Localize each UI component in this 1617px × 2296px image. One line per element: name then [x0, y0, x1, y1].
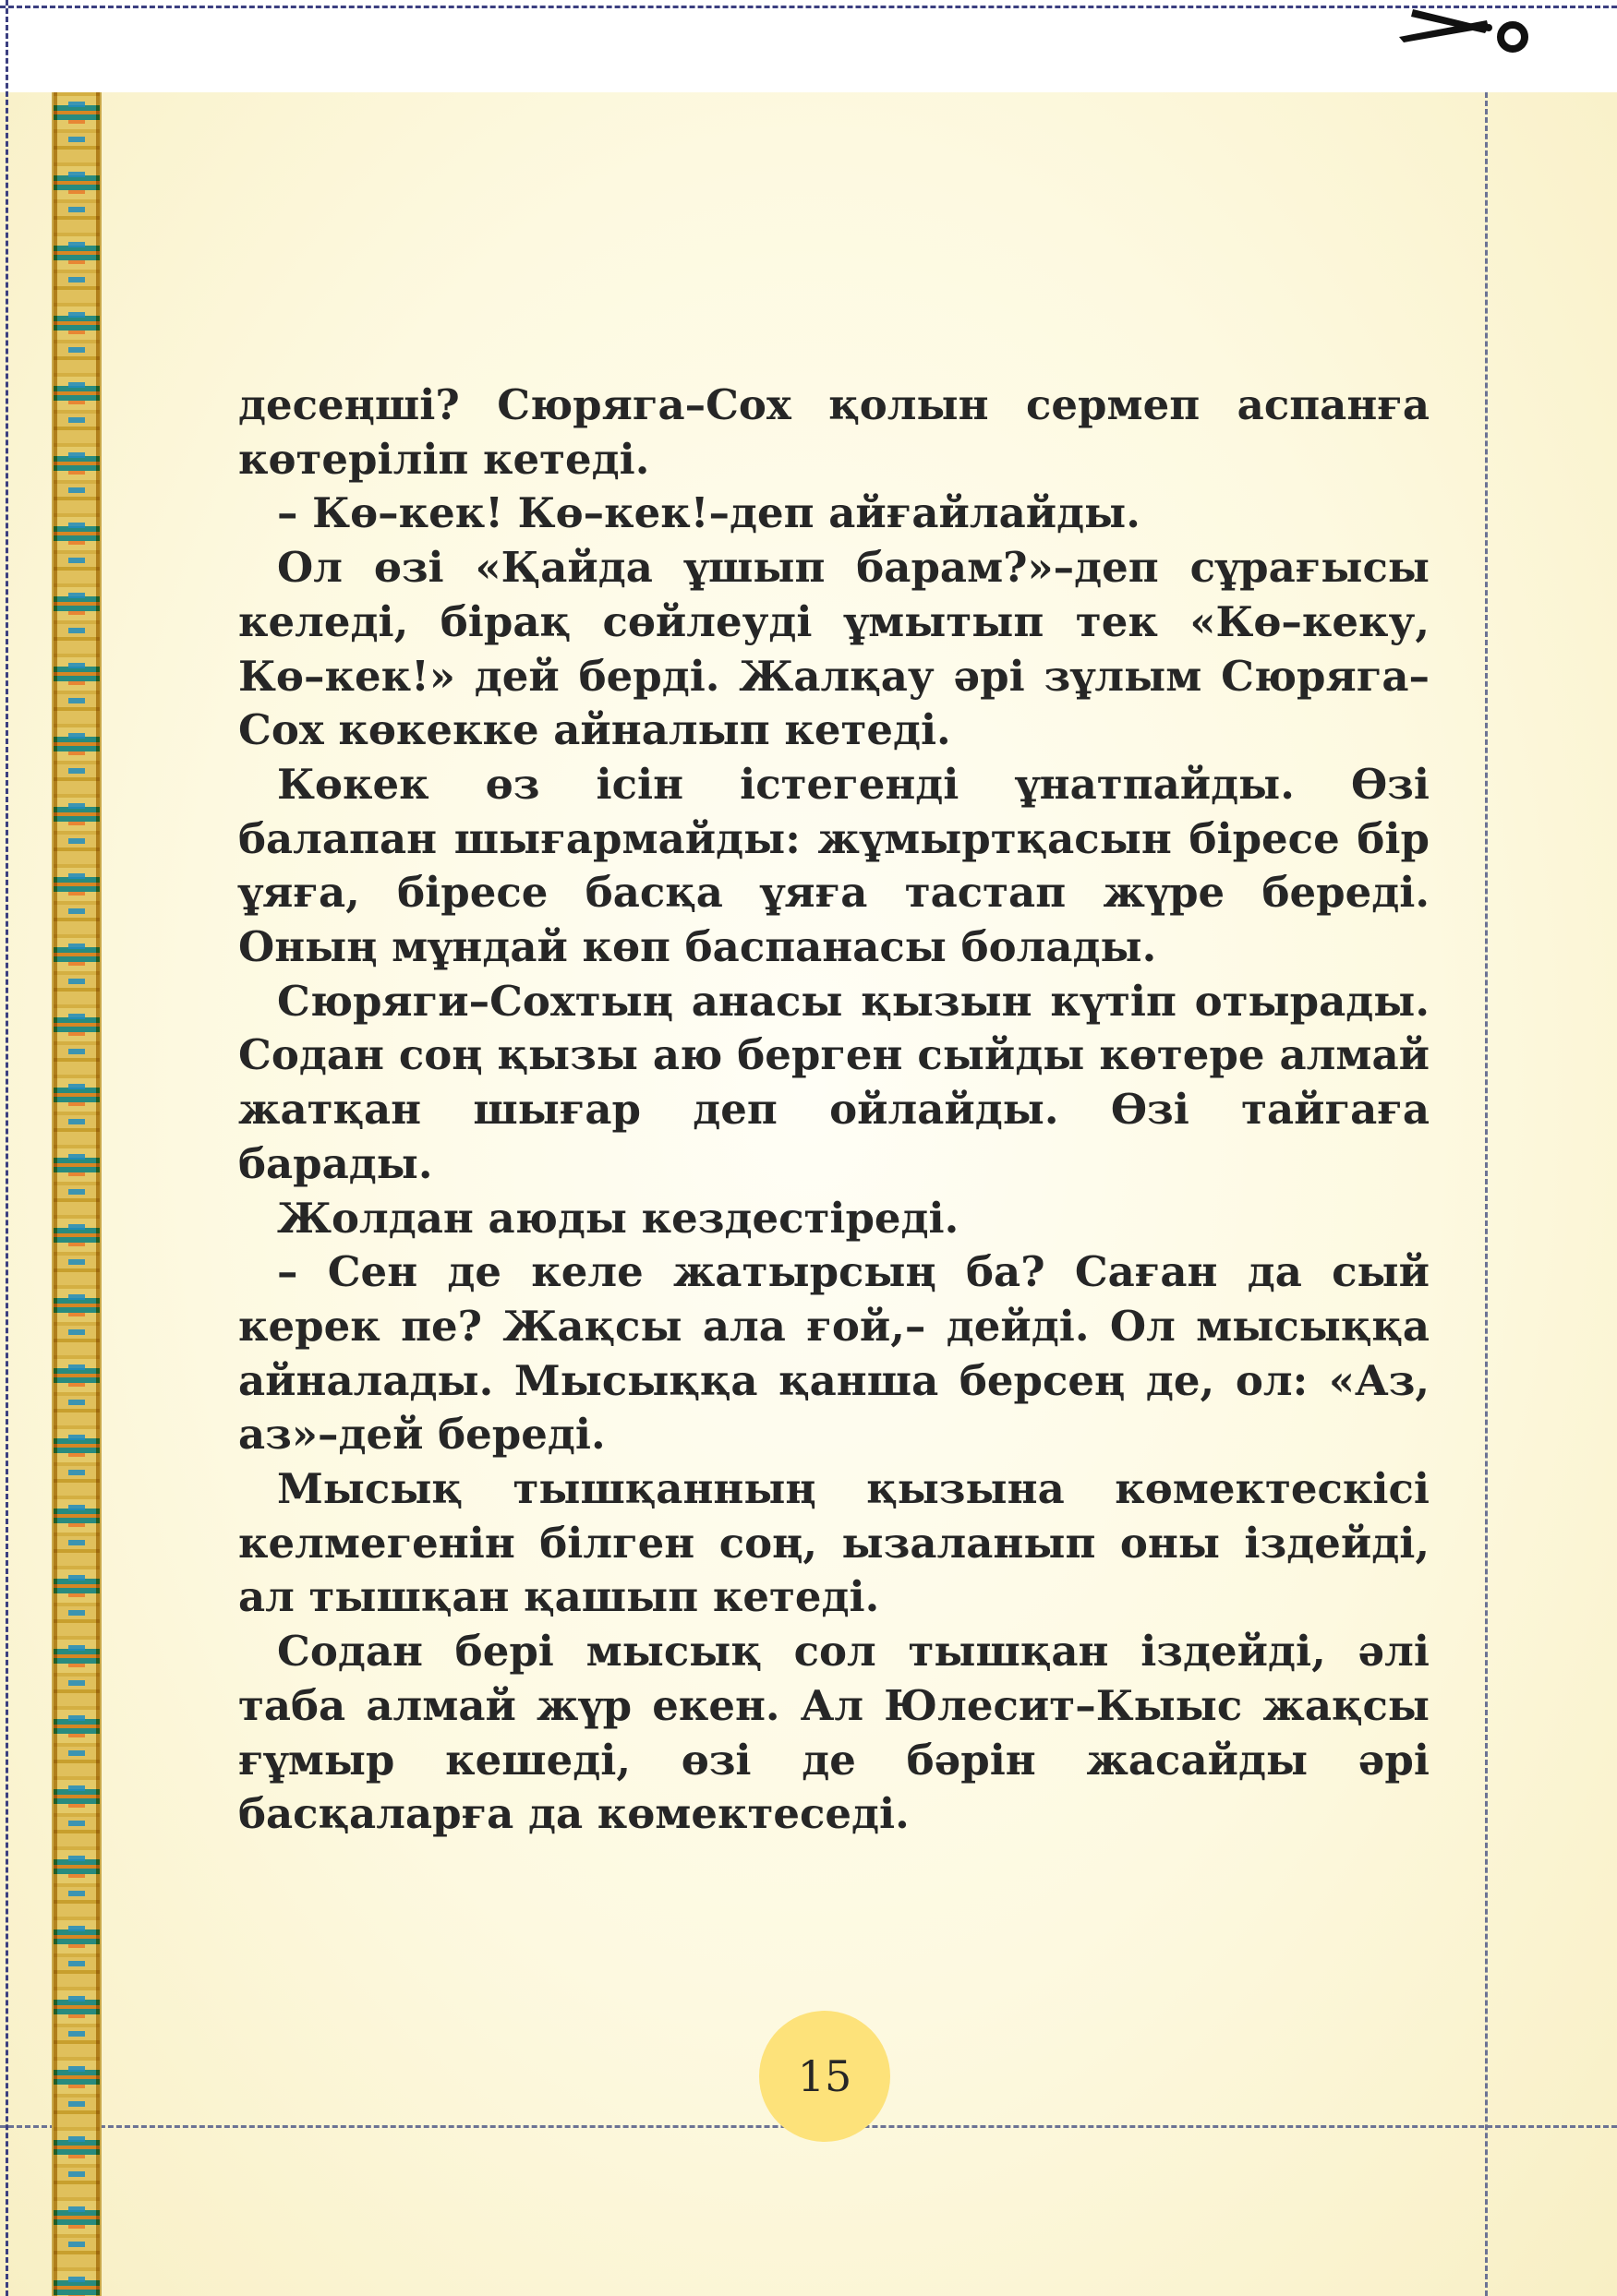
paragraph-8: Мысық тышқанның қызына көмектескісі келмегенін білген соң, ызаланып оны іздейді, ал тышқан қашып кетеді.: [238, 1464, 1430, 1622]
paragraph-3: Ол өзі «Қайда ұшып барам?»–деп сұрағысы келеді, бірақ сөйлеуді ұмытып тек «Кө–кеку, Кө–кек!» дей берді. Жалқау әрі зұлым Сюряга–Сох көкекке айналып кетеді.: [238, 543, 1430, 755]
cut-line-left: [6, 0, 8, 2296]
paragraph-1: десеңші? Сюряга–Сох қолын сермеп аспанға көтеріліп кетеді.: [238, 380, 1430, 484]
cut-line-right: [1485, 92, 1488, 2296]
paragraph-7: – Сен де келе жатырсың ба? Саған да сый керек пе? Жақсы ала ғой,– дейді. Ол мысыққа айналады. Мысыққа қанша берсең де, ол: «Аз, аз»–дей береді.: [238, 1247, 1430, 1460]
scissors-icon: [1385, 0, 1542, 65]
ornamental-border: [52, 92, 102, 2296]
ornament-pattern: [68, 92, 85, 2296]
paragraph-9: Содан бері мысық сол тышқан іздейді, әлі таба алмай жүр екен. Ал Юлесит–Кыыс жақсы ғұмыр кешеді, өзі де бәрін жасайды әрі басқаларға да көмектеседі.: [238, 1627, 1430, 1839]
cut-line-top: [0, 6, 1617, 8]
paragraph-2: – Кө–кек! Кө–кек!–деп айғайлайды.: [277, 488, 1140, 538]
page-number: 15: [759, 2011, 890, 2142]
story-text: [238, 379, 1430, 1842]
paragraph-4: Көкек өз ісін істегенді ұнатпайды. Өзі балапан шығармайды: жұмыртқасын біресе бір ұяға, біресе басқа ұяға тастап жүре береді. Оның мұндай көп баспанасы болады.: [238, 759, 1430, 972]
paragraph-5: Сюряги–Сохтың анасы қызын күтіп отырады. Содан соң қызы аю берген сыйды көтере алмай жатқан шығар деп ойлайды. Өзі тайгаға барады.: [238, 976, 1430, 1188]
paragraph-6: Жолдан аюды кездестіреді.: [277, 1193, 959, 1243]
top-margin: [0, 9, 1617, 92]
